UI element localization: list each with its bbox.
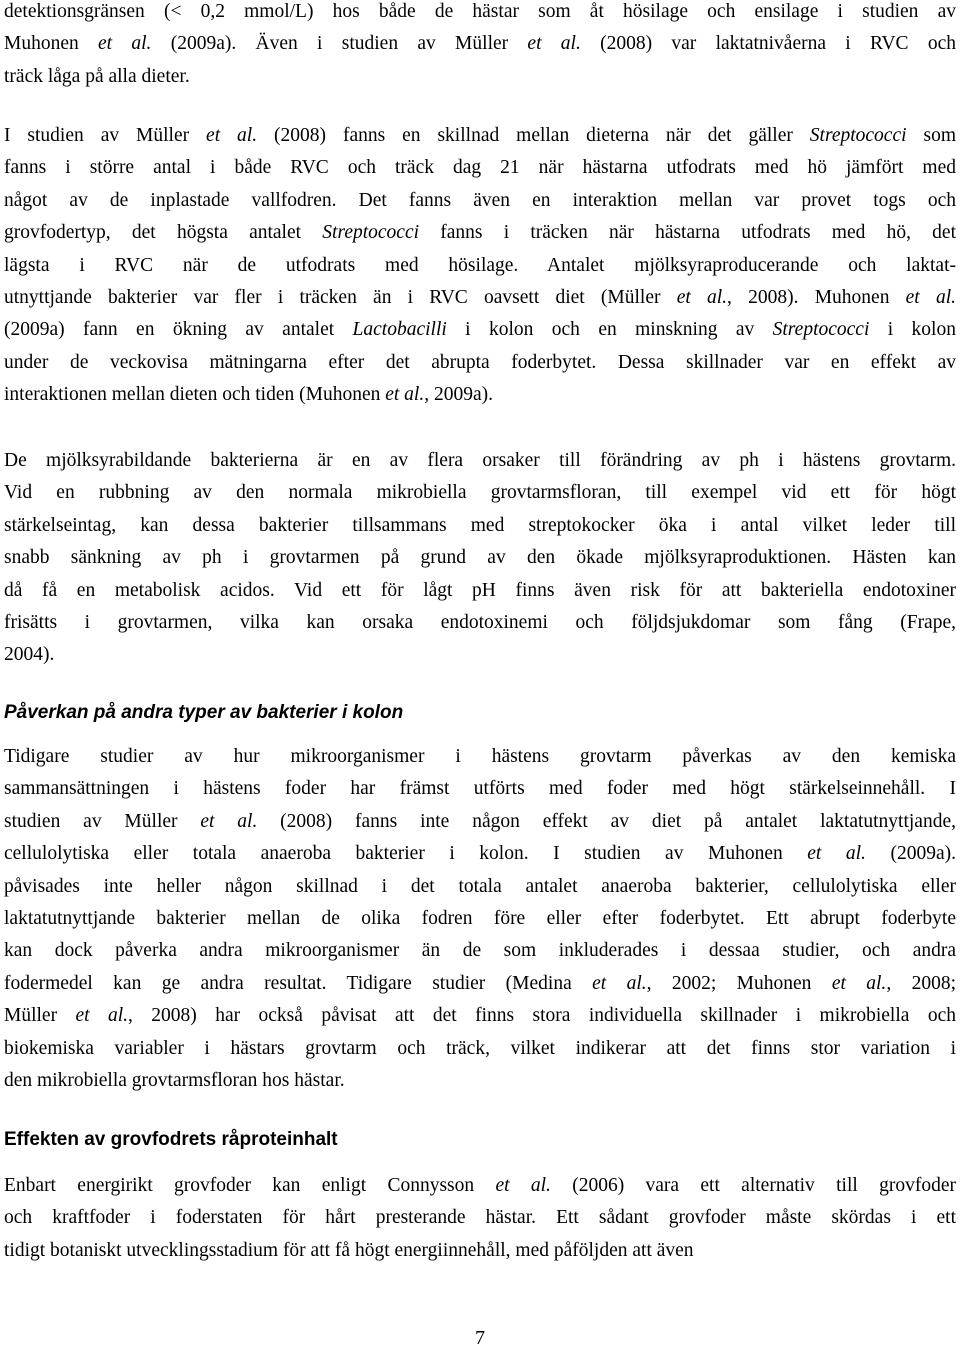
text-line: Vid en rubbning av den normala mikrobiella grovtarmsfloran, till exempel vid ett för högt — [4, 482, 956, 504]
text-line: stärkelseintag, kan dessa bakterier tillsammans med streptokocker öka i antal vilket leder till — [4, 514, 956, 536]
text-line: (2009a) fann en ökning av antalet Lactobacilli i kolon och en minskning av Streptococci i kolon — [4, 319, 956, 341]
text-line: då få en metabolisk acidos. Vid ett för lågt pH finns även risk för att bakteriella endotoxiner — [4, 579, 956, 601]
text-line: I studien av Müller et al. (2008) fanns en skillnad mellan dieterna när det gäller Streptococci som — [4, 125, 956, 146]
section-heading-other-bacteria: Påverkan på andra typer av bakterier i kolon — [4, 702, 404, 723]
page-number: 7 — [475, 1327, 485, 1349]
text-line: laktatutnyttjande bakterier mellan de olika fodren före eller efter foderbytet. Ett abrupt foderbyte — [4, 907, 956, 929]
text-line: lägsta i RVC när de utfodrats med hösilage. Antalet mjölksyraproducerande och laktat- — [4, 254, 956, 276]
text-line: den mikrobiella grovtarmsfloran hos hästar. — [4, 1069, 345, 1091]
paragraph-lactic-acid-bacteria — [4, 445, 956, 672]
text-line: snabb sänkning av ph i grovtarmen på grund av den ökade mjölksyraproduktionen. Hästen kan — [4, 547, 956, 569]
text-line: detektionsgränsen (< 0,2 mmol/L) hos både de hästar som åt hösilage och ensilage i studien av — [4, 1, 956, 22]
text-line: påvisades inte heller någon skillnad i det totala antalet anaeroba bakterier, cellulolytiska eller — [4, 875, 956, 897]
paragraph-energy-rich-forage — [4, 1170, 956, 1267]
text-line: och kraftfoder i foderstaten för hårt presterande hästar. Ett sådant grovfoder måste skördas i ett — [4, 1207, 956, 1229]
text-line: kan dock påverka andra mikroorganismer än de som inkluderades i dessaa studier, och andra — [4, 940, 956, 962]
section-heading-crude-protein: Effekten av grovfodrets råproteinhalt — [4, 1129, 338, 1150]
text-line: utnyttjande bakterier var fler i träcken än i RVC oavsett diet (Müller et al., 2008). Muhonen et al. — [4, 286, 956, 308]
text-line: något av de inplastade vallfodren. Det fanns även en interaktion mellan var provet togs och — [4, 189, 956, 211]
text-line: Tidigare studier av hur mikroorganismer i hästens grovtarm påverkas av den kemiska — [4, 746, 956, 767]
text-line: Muhonen et al. (2009a). Även i studien av Müller et al. (2008) var laktatnivåerna i RVC och — [4, 33, 956, 55]
text-line: interaktionen mellan dieten och tiden (Muhonen et al., 2009a). — [4, 384, 494, 406]
paragraph-previous-studies — [4, 741, 956, 1097]
text-line: träck låga på alla dieter. — [4, 65, 190, 87]
text-line: 2004). — [4, 644, 55, 666]
text-line: cellulolytiska eller totala anaeroba bakterier i kolon. I studien av Muhonen et al. (2009a). — [4, 843, 956, 865]
text-line: Enbart energirikt grovfoder kan enligt Connysson et al. (2006) vara ett alternativ till grovfoder — [4, 1175, 956, 1196]
text-line: fanns i större antal i både RVC och träck dag 21 när hästarna utfodrats med hö jämfört med — [4, 157, 956, 179]
text-line: under de veckovisa mätningarna efter det abrupta foderbytet. Dessa skillnader var en effekt av — [4, 351, 956, 373]
paragraph-lactate-levels — [4, 0, 956, 93]
text-line: biokemiska variabler i hästars grovtarm och träck, vilket indikerar att det finns stor variation i — [4, 1037, 956, 1059]
paragraph-streptococci — [4, 120, 956, 412]
text-line: grovfodertyp, det högsta antalet Streptococci fanns i träcken när hästarna utfodrats med hö, det — [4, 222, 957, 244]
text-line: tidigt botaniskt utvecklingsstadium för att få högt energiinnehåll, med påföljden att även — [4, 1239, 694, 1261]
text-line: Müller et al., 2008) har också påvisat att det finns stora individuella skillnader i mikrobiella och — [4, 1005, 956, 1027]
text-line: De mjölksyrabildande bakterierna är en av flera orsaker till förändring av ph i hästens grovtarm. — [4, 450, 956, 471]
text-line: sammansättningen i hästens foder har främst utförts med foder med högt stärkelseinnehåll. I — [4, 778, 956, 800]
text-line: fodermedel kan ge andra resultat. Tidigare studier (Medina et al., 2002; Muhonen et al., 2008; — [4, 972, 956, 994]
text-line: frisätts i grovtarmen, vilka kan orsaka endotoxinemi och följdsjukdomar som fång (Frape, — [4, 611, 956, 633]
text-line: studien av Müller et al. (2008) fanns inte någon effekt av diet på antalet laktatutnyttjande, — [4, 810, 956, 832]
